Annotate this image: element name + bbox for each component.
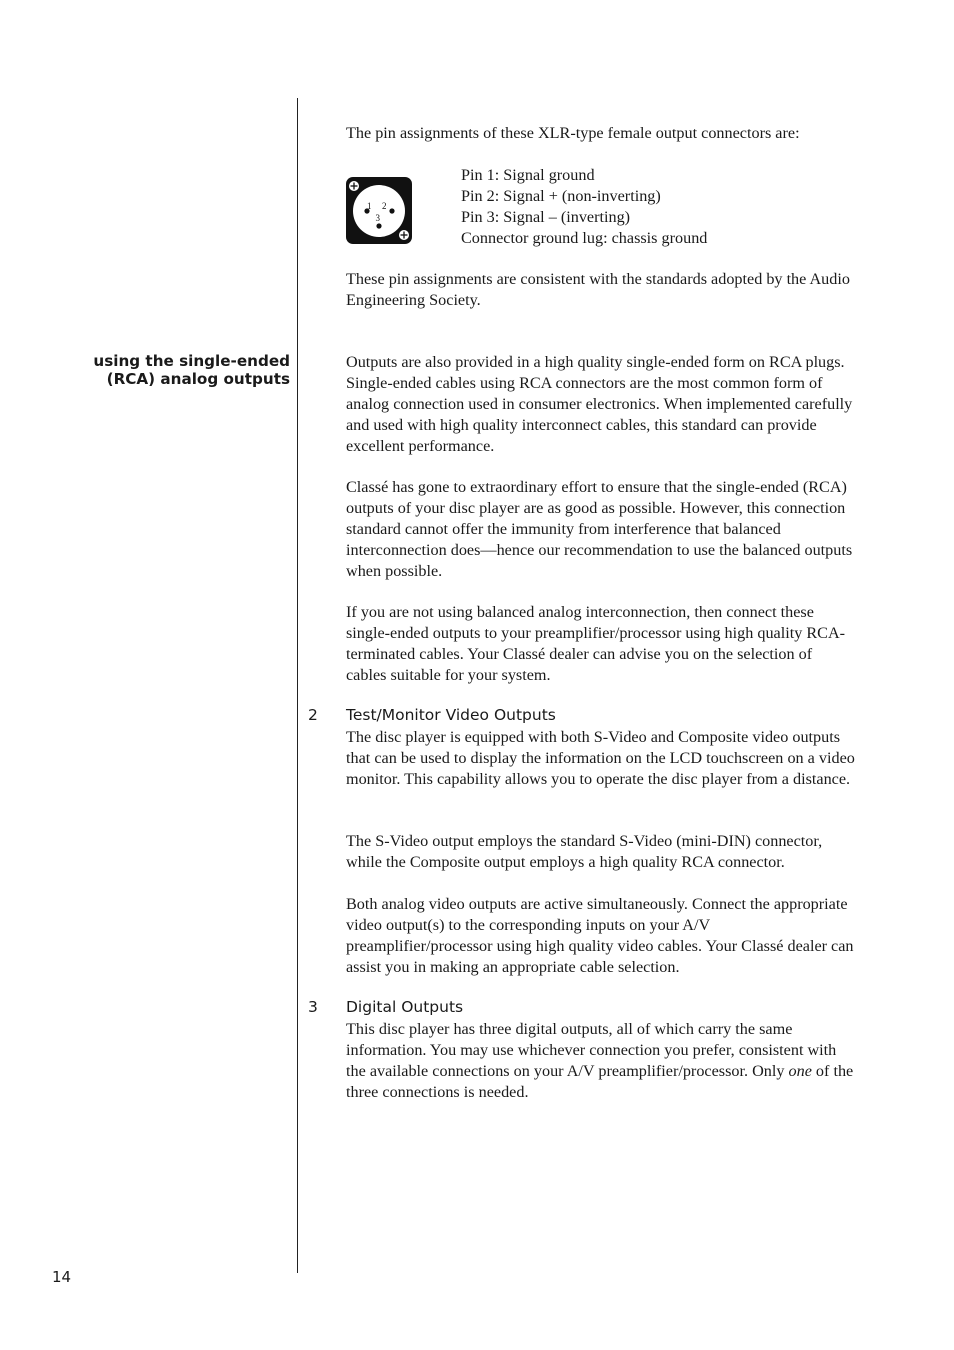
pin-2-assignment: Pin 2: Signal + (non-inverting) [461, 186, 661, 205]
digital-paragraph-emphasis: one [788, 1061, 812, 1080]
digital-paragraph-start: This disc player has three digital outputs, all of which carry the same information. You may use whichever connection you prefer, consistent with the available connections on your A/V preamplifier/processor. Only [346, 1020, 837, 1080]
pin-intro-text: The pin assignments of these XLR-type female output connectors are: [346, 124, 800, 142]
pin-label-3: 3 [375, 213, 380, 223]
xlr-connector-icon [346, 177, 412, 244]
rca-paragraph-3: If you are not using balanced analog interconnection, then connect these single-ended outputs to your preamplifier/processor using high quality RCA-terminated cables. Your Classé dealer can advise you on the selection of cables suitable for your system. [346, 603, 846, 684]
margin-divider [297, 98, 298, 1273]
pin-assignment-list [461, 165, 861, 249]
pin-label-1: 1 [367, 201, 372, 211]
rca-side-heading-line-2: (RCA) analog outputs [106, 370, 290, 388]
section-3-heading: Digital Outputs [346, 998, 464, 1016]
video-paragraph-1: The disc player is equipped with both S-Video and Composite video outputs that can be used to display the information on the LCD touchscreen on a video monitor. This capability allows you to operate the disc player from a distance. [346, 728, 855, 788]
ground-lug-assignment: Connector ground lug: chassis ground [461, 228, 708, 247]
section-2-number: 2 [308, 706, 318, 724]
digital-paragraph-end: of the three connections is needed. [346, 1061, 854, 1101]
aes-standard-text: These pin assignments are consistent with the standards adopted by the Audio Engineering Society. [346, 270, 850, 309]
video-paragraph-3: Both analog video outputs are active simultaneously. Connect the appropriate video output(s) to the corresponding inputs on your A/V preamplifier/processor using high quality video cables. Your Classé dealer can assist you in making an appropriate cable selection. [346, 895, 854, 976]
section-3-number: 3 [308, 998, 318, 1016]
rca-side-heading [93, 352, 290, 388]
section-2-heading: Test/Monitor Video Outputs [346, 706, 556, 724]
rca-paragraph-2: Classé has gone to extraordinary effort to ensure that the single-ended (RCA) outputs of your disc player are as good as possible. However, this connection standard cannot offer the immunity from interference that balanced interconnection does—hence our recommendation to use the balanced outputs when possible. [346, 478, 853, 580]
digital-paragraph-1 [346, 1019, 856, 1103]
pin-3-assignment: Pin 3: Signal – (inverting) [461, 207, 631, 226]
rca-side-heading-line-1: using the single-ended [93, 352, 290, 370]
rca-paragraph-1: Outputs are also provided in a high quality single-ended form on RCA plugs. Single-ended cables using RCA connectors are the most common form of analog connection used in consumer electronics. When implemented carefully and used with high quality interconnect cables, this standard can provide excellent performance. [346, 353, 853, 455]
pin-1-assignment: Pin 1: Signal ground [461, 166, 595, 184]
pin-label-2: 2 [382, 201, 387, 211]
page-number: 14 [52, 1268, 72, 1286]
video-paragraph-2: The S-Video output employs the standard S-Video (mini-DIN) connector, while the Composite output employs a high quality RCA connector. [346, 832, 823, 871]
